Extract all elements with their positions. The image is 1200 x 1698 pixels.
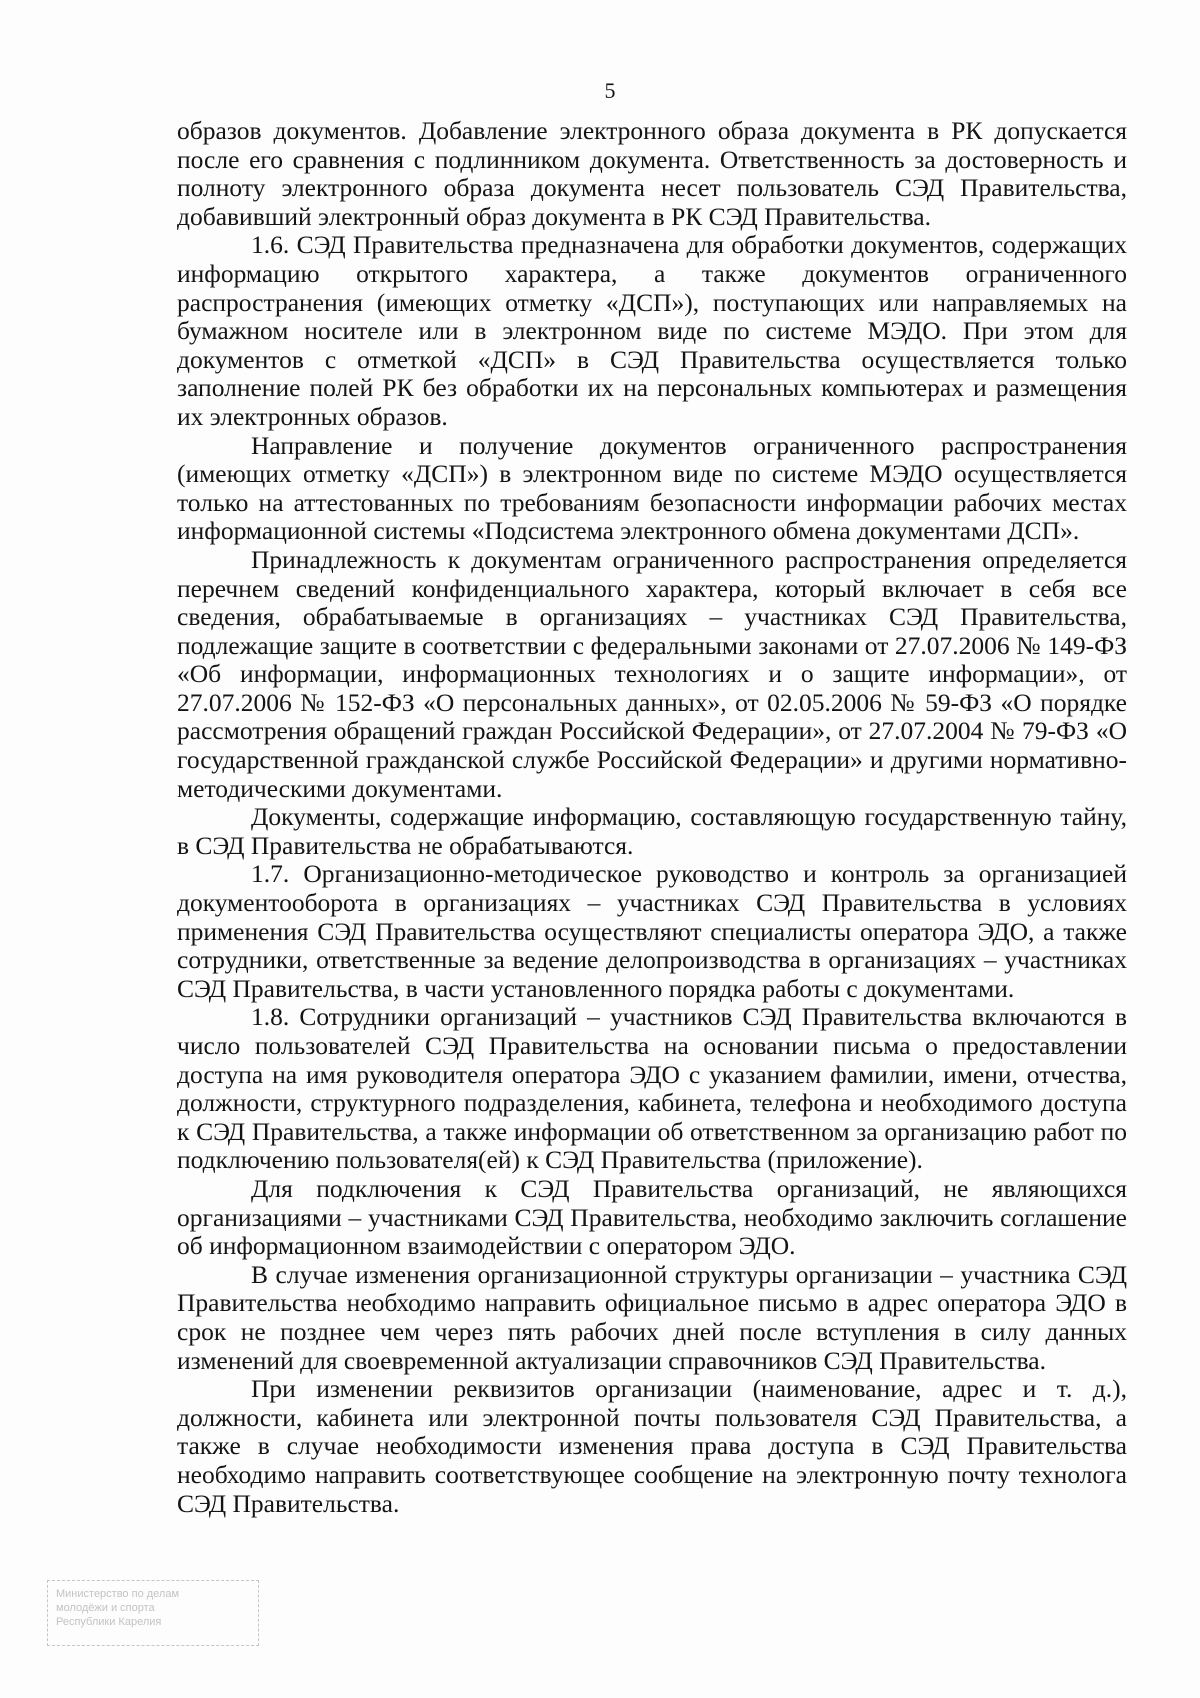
paragraph-1-6: 1.6. СЭД Правительства предназначена для обработки документов, содержащих информацию открытого характера, а также документов ограниченного распространения (имеющих отметку «ДСП»), поступающих или направляемых на бумажном носителе или в электронном виде по системе МЭДО. При этом для документов с отметкой «ДСП» в СЭД Правительства осуществляется только заполнение полей РК без обработки их на персональных компьютерах и размещения их электронных образов. (177, 230, 1127, 431)
stamp-line: Республики Карелия (56, 1616, 162, 1628)
paragraph-requisites-change: При изменении реквизитов организации (наименование, адрес и т. д.), должности, кабинета или электронной почты пользователя СЭД Правительства, а также в случае необходимости изменения права доступа в СЭД Правительства необходимо направить соответствующее сообщение на электронную почту технолога СЭД Правительства. (177, 1374, 1127, 1518)
paragraph-1-7: 1.7. Организационно-методическое руководство и контроль за организацией документооборота в организациях – участниках СЭД Правительства в условиях применения СЭД Правительства осуществляют специалисты оператора ЭДО, а также сотрудники, ответственные за ведение делопроизводства в организациях – участниках СЭД Правительства, в части установленного порядка работы с документами. (177, 859, 1127, 1003)
paragraph-state-secret: Документы, содержащие информацию, составляющую государственную тайну, в СЭД Правительства не обрабатываются. (177, 802, 1127, 860)
paragraph-connection-agreement: Для подключения к СЭД Правительства организаций, не являющихся организациями – участниками СЭД Правительства, необходимо заключить соглашение об информационном взаимодействии с оператором ЭДО. (177, 1173, 1127, 1261)
paragraph-1-8: 1.8. Сотрудники организаций – участников СЭД Правительства включаются в число пользователей СЭД Правительства на основании письма о предоставлении доступа на имя руководителя оператора ЭДО с указанием фамилии, имени, отчества, должности, структурного подразделения, кабинета, телефона и необходимого доступа к СЭД Правительства, а также информации об ответственном за организацию работ по подключению пользователя(ей) к СЭД Правительства (приложение). (177, 1002, 1127, 1175)
paragraph-continuation: образов документов. Добавление электронного образа документа в РК допускается после его сравнения с подлинником документа. Ответственность за достоверность и полноту электронного образа документа несет пользователь СЭД Правительства, добавивший электронный образ документа в РК СЭД Правительства. (177, 116, 1127, 231)
paragraph-structure-change: В случае изменения организационной структуры организации – участника СЭД Правительства необходимо направить официальное письмо в адрес оператора ЭДО в срок не позднее чем через пять рабочих дней после вступления в силу данных изменений для своевременной актуализации справочников СЭД Правительства. (177, 1259, 1127, 1375)
stamp-line: молодёжи и спорта (56, 1602, 155, 1614)
stamp-line: Министерство по делам (56, 1588, 180, 1600)
faint-registration-stamp (47, 1580, 259, 1646)
paragraph-dsp-medo: Направление и получение документов ограниченного распространения (имеющих отметку «ДСП») в электронном виде по системе МЭДО осуществляется только на аттестованных по требованиям безопасности информации рабочих местах информационной системы «Подсистема электронного обмена документами ДСП». (177, 430, 1127, 546)
page-number: 5 (604, 78, 616, 103)
paragraph-confidential-info: Принадлежность к документам ограниченного распространения определяется перечнем сведений конфиденциального характера, который включает в себя все сведения, обрабатываемые в организациях – участниках СЭД Правительства, подлежащие защите в соответствии с федеральными законами от 27.07.2006 № 149-ФЗ «Об информации, информационных технологиях и о защите информации», от 27.07.2006 № 152-ФЗ «О персональных данных», от 02.05.2006 № 59-ФЗ «О порядке рассмотрения обращений граждан Российской Федерации», от 27.07.2004 № 79-ФЗ «О государственной гражданской службе Российской Федерации» и другими нормативно-методическими документами. (177, 544, 1127, 803)
document-body (177, 117, 1127, 1518)
